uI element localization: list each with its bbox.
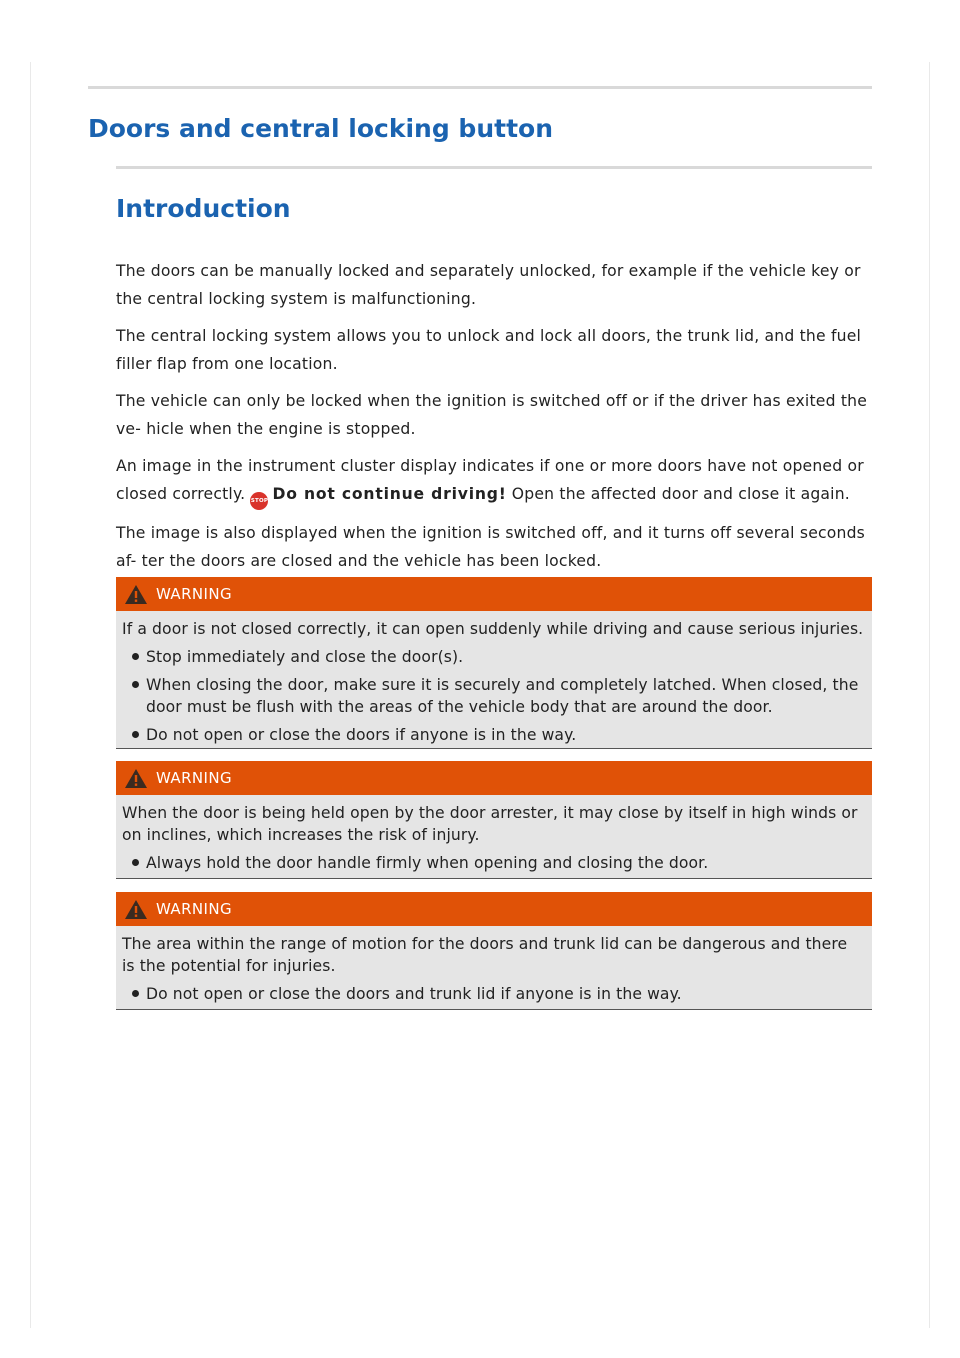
subsection-title: Introduction — [116, 194, 291, 223]
paragraph-text: An image in the instrument cluster display indicates if one or more doors have not opened or closed correctly. — [116, 457, 864, 503]
list-item: Do not open or close the doors and trunk lid if anyone is in the way. — [122, 983, 864, 1005]
warning-text: The area within the range of motion for the doors and trunk lid can be dangerous and there is the potential for injuries. — [122, 935, 848, 975]
warning-text: If a door is not closed correctly, it can open suddenly while driving and cause serious injuries. — [122, 620, 864, 638]
warning-bullet-list — [122, 983, 864, 1005]
warning-content — [116, 795, 872, 874]
warning-triangle-icon — [124, 768, 148, 789]
paragraph: The vehicle can only be locked when the ignition is switched off or if the driver has exited the ve- hicle when the engine is stopped. — [116, 392, 868, 438]
warning-text: When the door is being held open by the door arrester, it may close by itself in high winds or on inclines, which increases the risk of injury. — [122, 804, 858, 844]
section-title: Doors and central locking button — [88, 114, 554, 143]
warning-content — [116, 926, 872, 1005]
list-item: Always hold the door handle firmly when opening and closing the door. — [122, 852, 864, 874]
list-item: When closing the door, make sure it is securely and completely latched. When closed, the door must be flush with the areas of the vehicle body that are around the door. — [122, 674, 864, 718]
warning-box — [116, 761, 872, 879]
do-not-continue-driving: Do not continue driving! — [272, 485, 507, 503]
paragraph: The central locking system allows you to unlock and lock all doors, the trunk lid, and the fuel filler flap from one location. — [116, 327, 862, 373]
warning-triangle-icon — [124, 899, 148, 920]
paragraph: The image is also displayed when the ignition is switched off, and it turns off several seconds af- ter the doors are closed and the vehicle has been locked. — [116, 524, 866, 570]
subsection-divider — [116, 166, 872, 169]
warning-bullet-list — [122, 646, 864, 746]
paragraph-text: Open the affected door and close it again. — [506, 485, 850, 503]
warning-box — [116, 892, 872, 1010]
introduction-body — [116, 257, 872, 584]
warning-bullet-list — [122, 852, 864, 874]
warning-box — [116, 577, 872, 749]
warning-header — [116, 577, 872, 611]
page-border-left — [30, 62, 31, 1328]
paragraph-door-image — [116, 452, 872, 510]
warning-title: WARNING — [156, 900, 232, 918]
section-divider — [88, 86, 872, 89]
paragraph: The doors can be manually locked and separately unlocked, for example if the vehicle key or the central locking system is malfunctioning. — [116, 262, 861, 308]
list-item: Stop immediately and close the door(s). — [122, 646, 864, 668]
warning-header — [116, 892, 872, 926]
warning-title: WARNING — [156, 585, 232, 603]
stop-icon: STOP — [250, 492, 268, 510]
warning-header — [116, 761, 872, 795]
list-item: Do not open or close the doors if anyone is in the way. — [122, 724, 864, 746]
warning-triangle-icon — [124, 584, 148, 605]
warning-title: WARNING — [156, 769, 232, 787]
page-border-right — [929, 62, 930, 1328]
warning-content — [116, 611, 872, 746]
